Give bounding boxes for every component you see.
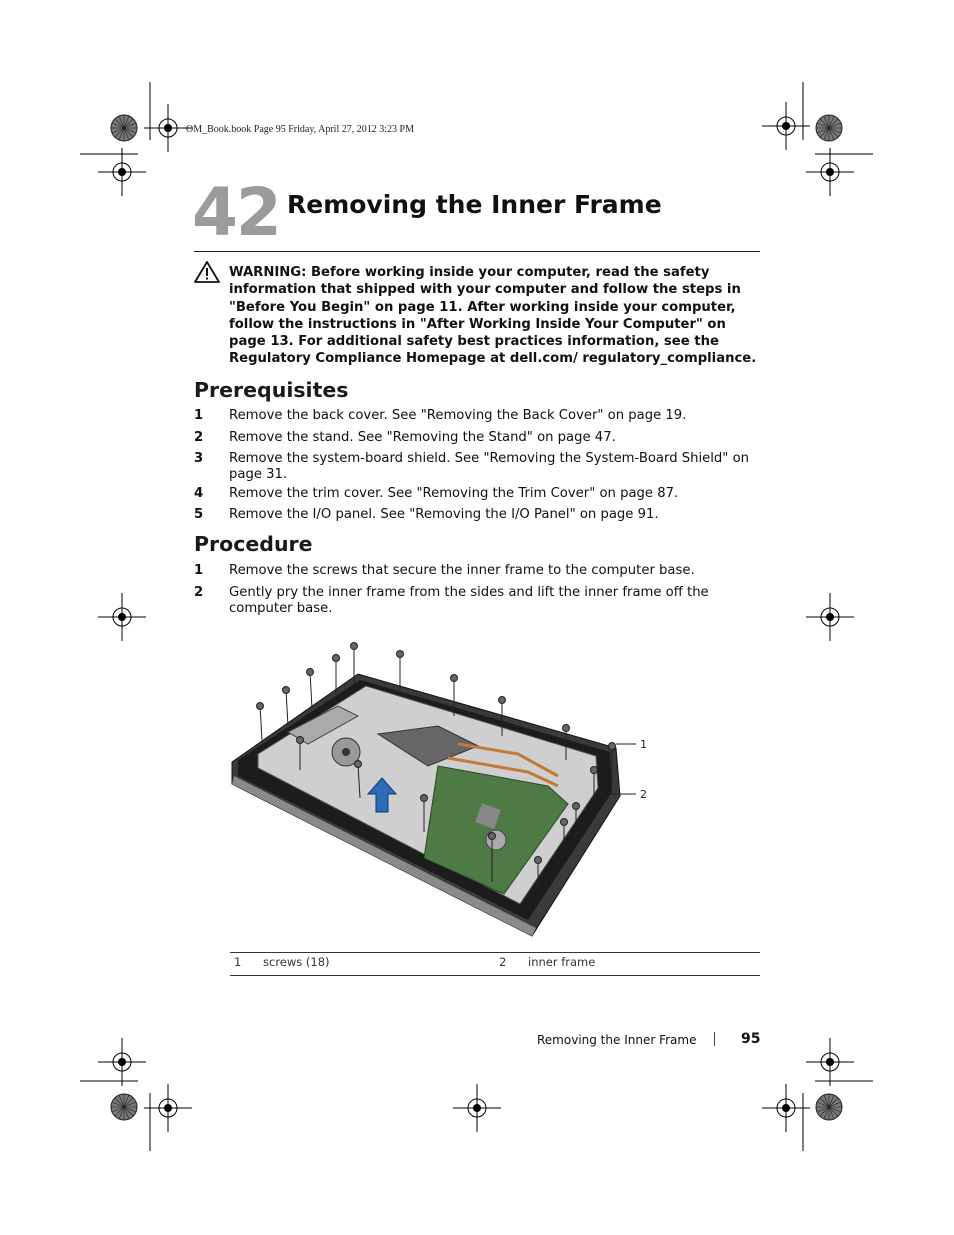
footer-separator (714, 1032, 715, 1046)
inner-frame-illustration (228, 636, 652, 938)
procedure-heading: Procedure (194, 532, 313, 556)
prerequisites-heading: Prerequisites (194, 378, 349, 402)
step-text: Remove the back cover. See "Removing the Back Cover" on page 19. (229, 408, 687, 423)
book-slug: OM_Book.book Page 95 Friday, April 27, 2012 3:23 PM (186, 124, 414, 135)
warning-text: WARNING: Before working inside your computer, read the safety information that shipped with your computer and follow the steps in "Before You Begin" on page 11. After working inside your computer, follow the instructions in "After Working Inside Your Computer" on page 13. For additional safety best practices information, see the Regulatory Compliance Homepage at dell.com/ regulatory_compliance. (229, 265, 757, 367)
footer-title: Removing the Inner Frame (537, 1033, 697, 1047)
step-text: Remove the system-board shield. See "Removing the System-Board Shield" on page 31. (229, 451, 749, 482)
step-text: Remove the trim cover. See "Removing the Trim Cover" on page 87. (229, 486, 679, 501)
page-number: 95 (741, 1031, 761, 1047)
step-text: Gently pry the inner frame from the sides and lift the inner frame off the computer base. (229, 585, 709, 616)
legend-number: 2 (499, 955, 507, 969)
step-number: 2 (194, 430, 204, 445)
step-number: 5 (194, 507, 204, 522)
callout-legend-table (230, 952, 760, 976)
callout-1: 1 (640, 738, 647, 751)
step-number: 3 (194, 451, 204, 466)
title-rule (194, 251, 760, 252)
step-text: Remove the I/O panel. See "Removing the I/O Panel" on page 91. (229, 507, 659, 522)
step-number: 2 (194, 585, 204, 600)
callout-2: 2 (640, 788, 647, 801)
warning-icon (194, 261, 220, 283)
step-number: 1 (194, 563, 204, 578)
legend-label: inner frame (528, 955, 596, 969)
step-text: Remove the screws that secure the inner frame to the computer base. (229, 563, 695, 578)
legend-label: screws (18) (263, 955, 330, 969)
step-number: 4 (194, 486, 204, 501)
legend-number: 1 (234, 955, 242, 969)
chapter-number: 42 (192, 174, 280, 251)
step-text: Remove the stand. See "Removing the Stand" on page 47. (229, 430, 616, 445)
chapter-title: Removing the Inner Frame (287, 190, 662, 219)
step-number: 1 (194, 408, 204, 423)
